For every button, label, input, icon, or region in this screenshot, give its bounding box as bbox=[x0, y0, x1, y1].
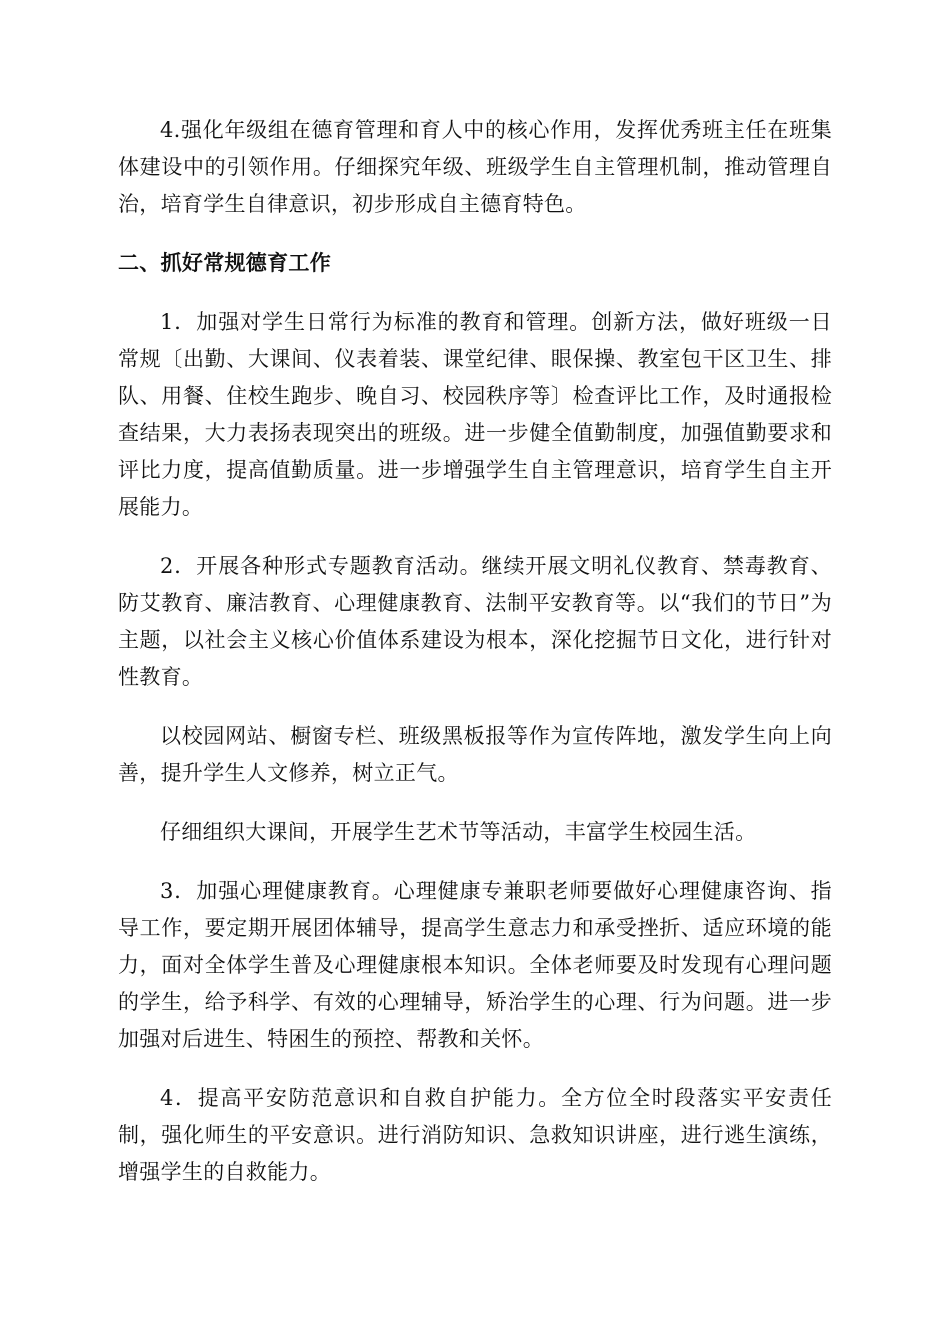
section-heading-routine-moral-education: 二、抓好常规德育工作 bbox=[118, 251, 331, 275]
paragraph-campus-activities: 仔细组织大课间，开展学生艺术节等活动，丰富学生校园生活。 bbox=[160, 820, 757, 844]
paragraph-grade-group-role: 4.强化年级组在德育管理和育人中的核心作用，发挥优秀班主任在班集体建设中的引领作用。仔细探究年级、班级学生自主管理机制，推动管理自治，培育学生自律意识，初步形成自主德育特色。 bbox=[118, 118, 832, 216]
paragraph-themed-education-activities: 2．开展各种形式专题教育活动。继续开展文明礼仪教育、禁毒教育、防艾教育、廉洁教育、心理健康教育、法制平安教育等。以“我们的节日”为主题，以社会主义核心价值体系建设为根本，深化挖掘节日文化，进行针对性教育。 bbox=[118, 554, 832, 689]
paragraph-publicity-positions: 以校园网站、橱窗专栏、班级黑板报等作为宣传阵地，激发学生向上向善，提升学生人文修养，树立正气。 bbox=[118, 724, 832, 785]
paragraph-mental-health-education: 3．加强心理健康教育。心理健康专兼职老师要做好心理健康咨询、指导工作，要定期开展团体辅导，提高学生意志力和承受挫折、适应环境的能力，面对全体学生普及心理健康根本知识。全体老师要及时发现有心理问题的学生，给予科学、有效的心理辅导，矫治学生的心理、行为问题。进一步加强对后进生、特困生的预控、帮教和关怀。 bbox=[118, 879, 832, 1051]
paragraph-safety-awareness: 4．提高平安防范意识和自救自护能力。全方位全时段落实平安责任制，强化师生的平安意识。进行消防知识、急救知识讲座，进行逃生演练，增强学生的自救能力。 bbox=[118, 1086, 832, 1184]
paragraph-daily-behavior-management: 1．加强对学生日常行为标准的教育和管理。创新方法，做好班级一日常规〔出勤、大课间、仪表着装、课堂纪律、眼保操、教室包干区卫生、排队、用餐、住校生跑步、晚自习、校园秩序等〕检查评比工作，及时通报检查结果，大力表扬表现突出的班级。进一步健全值勤制度，加强值勤要求和评比力度，提高值勤质量。进一步增强学生自主管理意识，培育学生自主开展能力。 bbox=[118, 310, 832, 519]
document-page bbox=[118, 112, 832, 1191]
